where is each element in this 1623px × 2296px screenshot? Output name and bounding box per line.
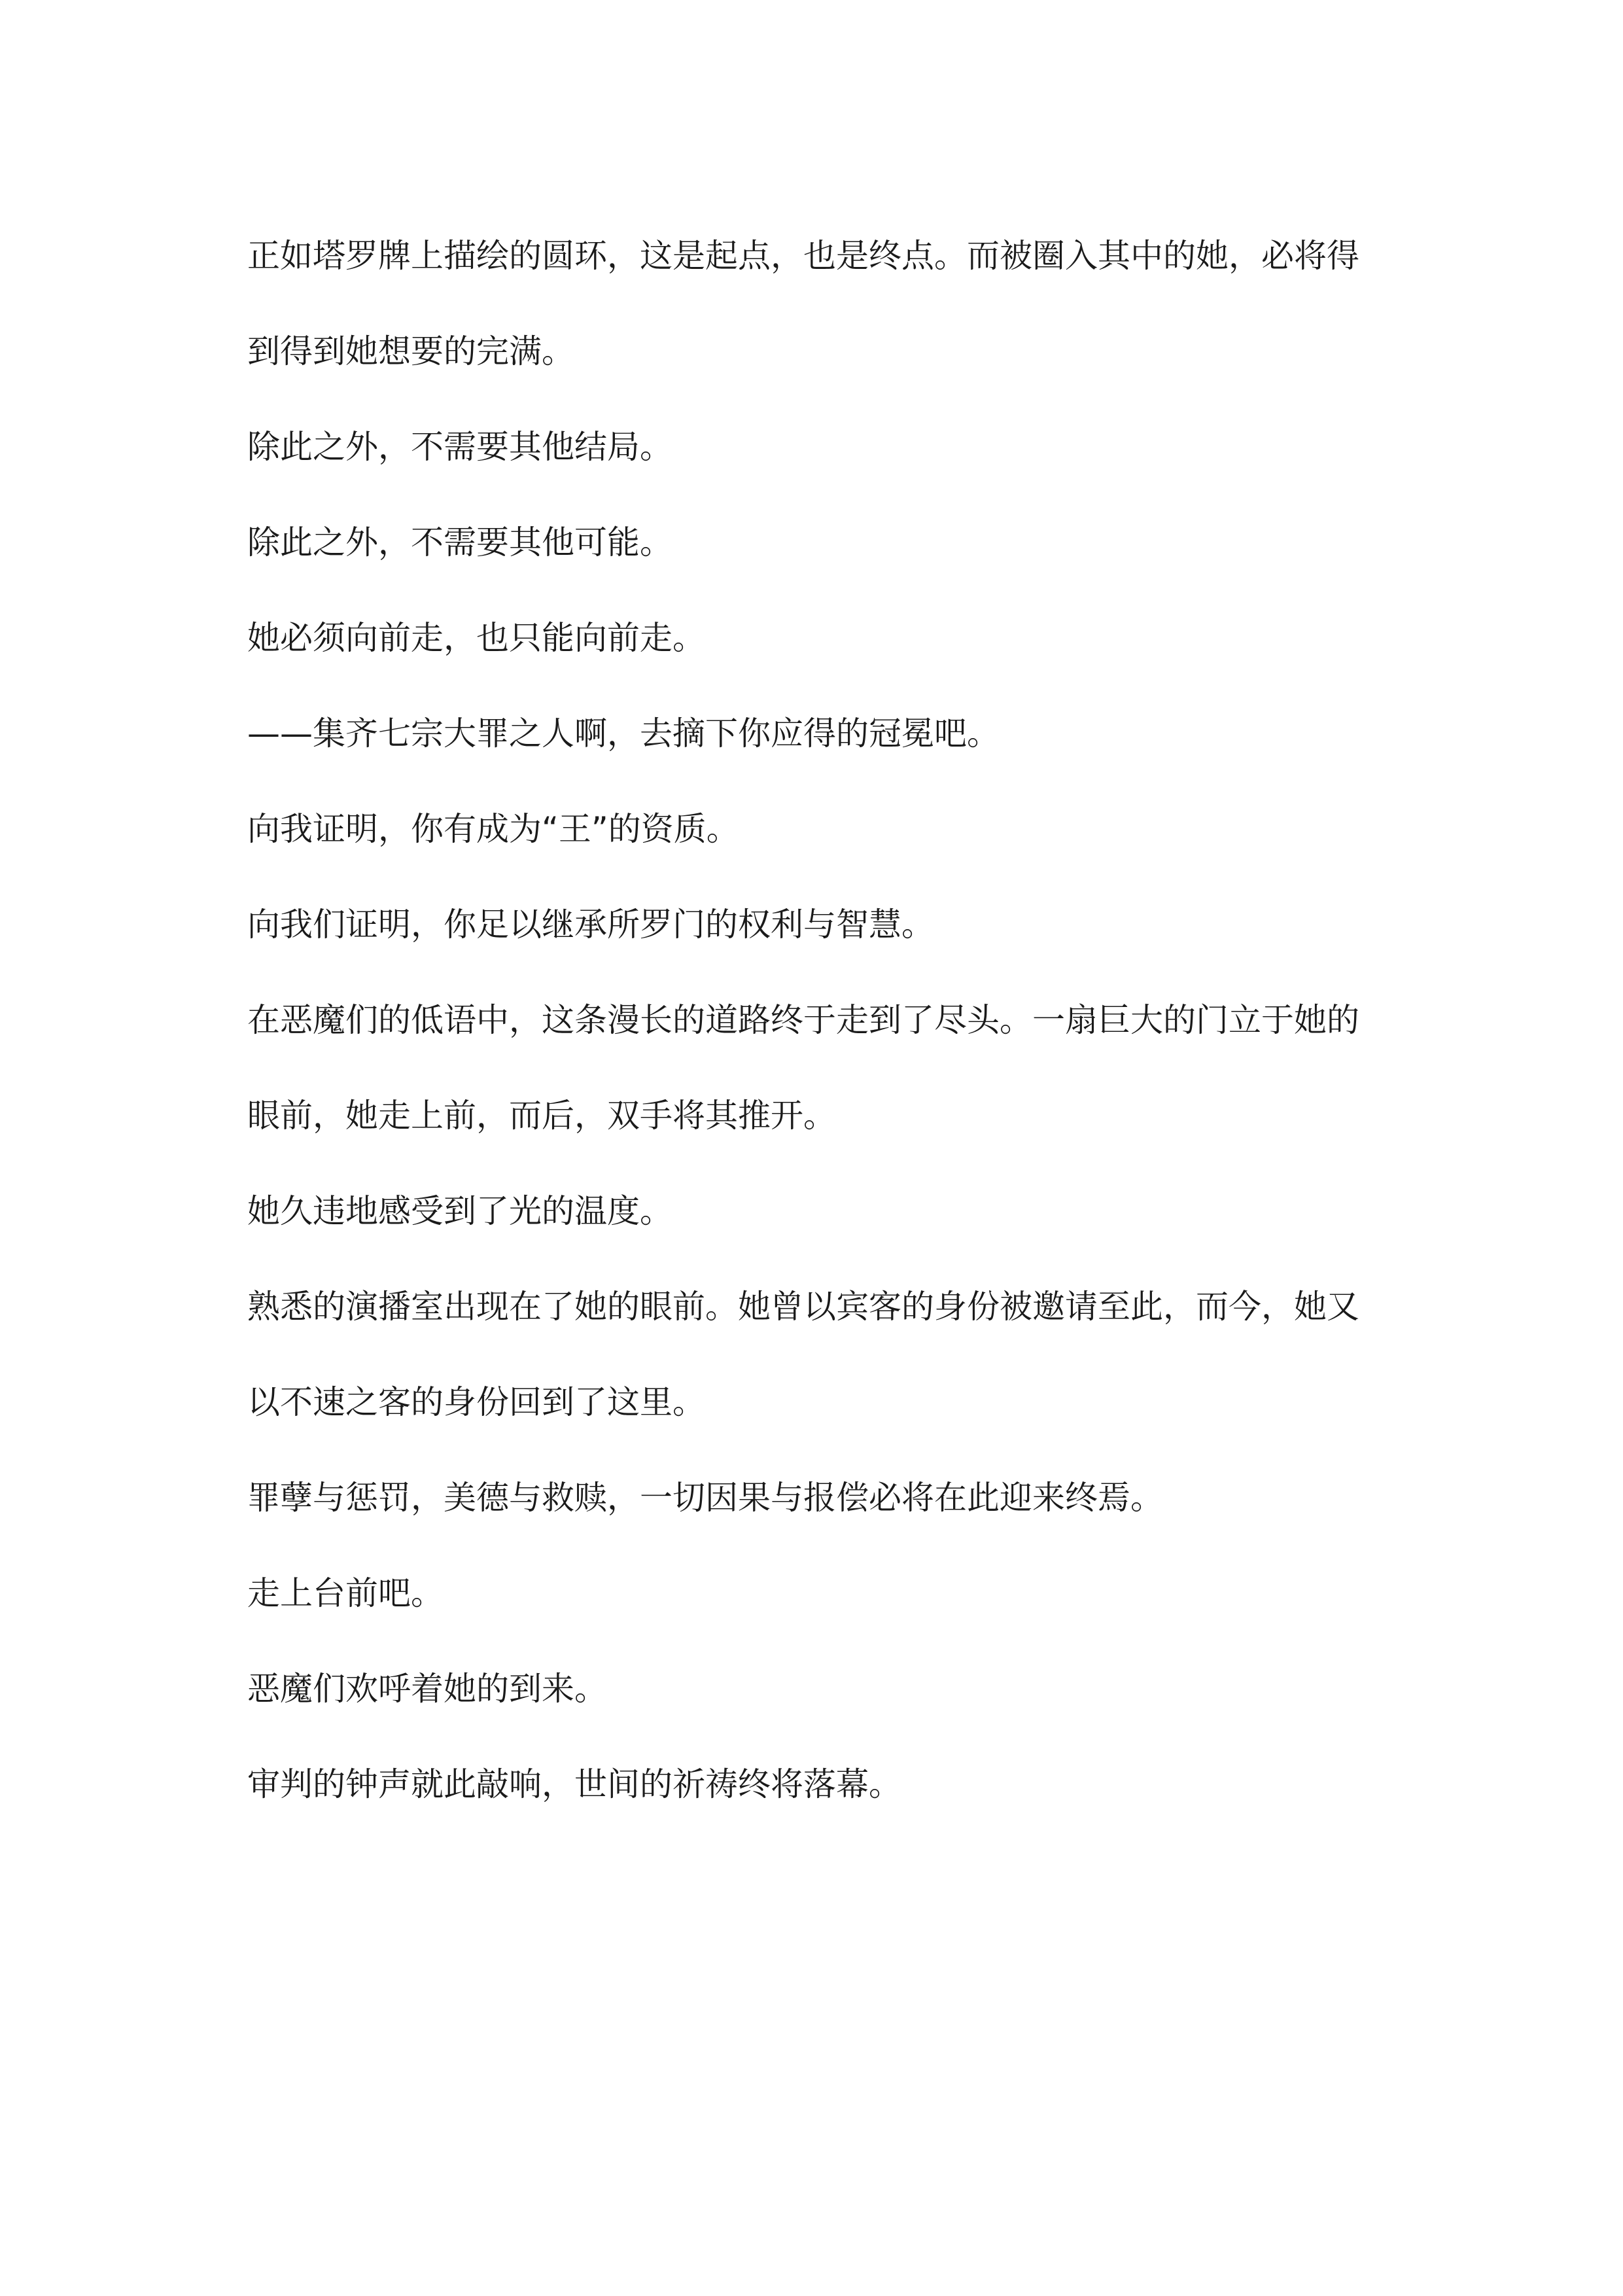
paragraph: 熟悉的演播室出现在了她的眼前。她曾以宾客的身份被邀请至此，而今，她又以不速之客的身份回到了这里。 [247,1288,1359,1421]
paragraph: 向我证明，你有成为“王”的资质。 [247,810,739,848]
paragraph: 她必须向前走，也只能向前走。 [247,619,705,657]
paragraph: 审判的钟声就此敲响，世间的祈祷终将落幕。 [247,1765,901,1803]
paragraph: 恶魔们欢呼着她的到来。 [247,1670,607,1708]
paragraph: 在恶魔们的低语中，这条漫长的道路终于走到了尽头。一扇巨大的门立于她的眼前，她走上前，而后，双手将其推开。 [247,1001,1359,1135]
paragraph: 除此之外，不需要其他结局。 [247,428,672,466]
paragraph: 她久违地感受到了光的温度。 [247,1192,672,1230]
document-body [247,208,1376,1832]
paragraph: ——集齐七宗大罪之人啊，去摘下你应得的冠冕吧。 [247,715,1000,752]
paragraph: 罪孽与惩罚，美德与救赎，一切因果与报偿必将在此迎来终焉。 [247,1479,1163,1517]
paragraph: 走上台前吧。 [247,1574,444,1612]
paragraph: 正如塔罗牌上描绘的圆环，这是起点，也是终点。而被圈入其中的她，必将得到得到她想要的完满。 [247,237,1359,370]
paragraph: 向我们证明，你足以继承所罗门的权利与智慧。 [247,906,934,944]
paragraph: 除此之外，不需要其他可能。 [247,523,672,561]
